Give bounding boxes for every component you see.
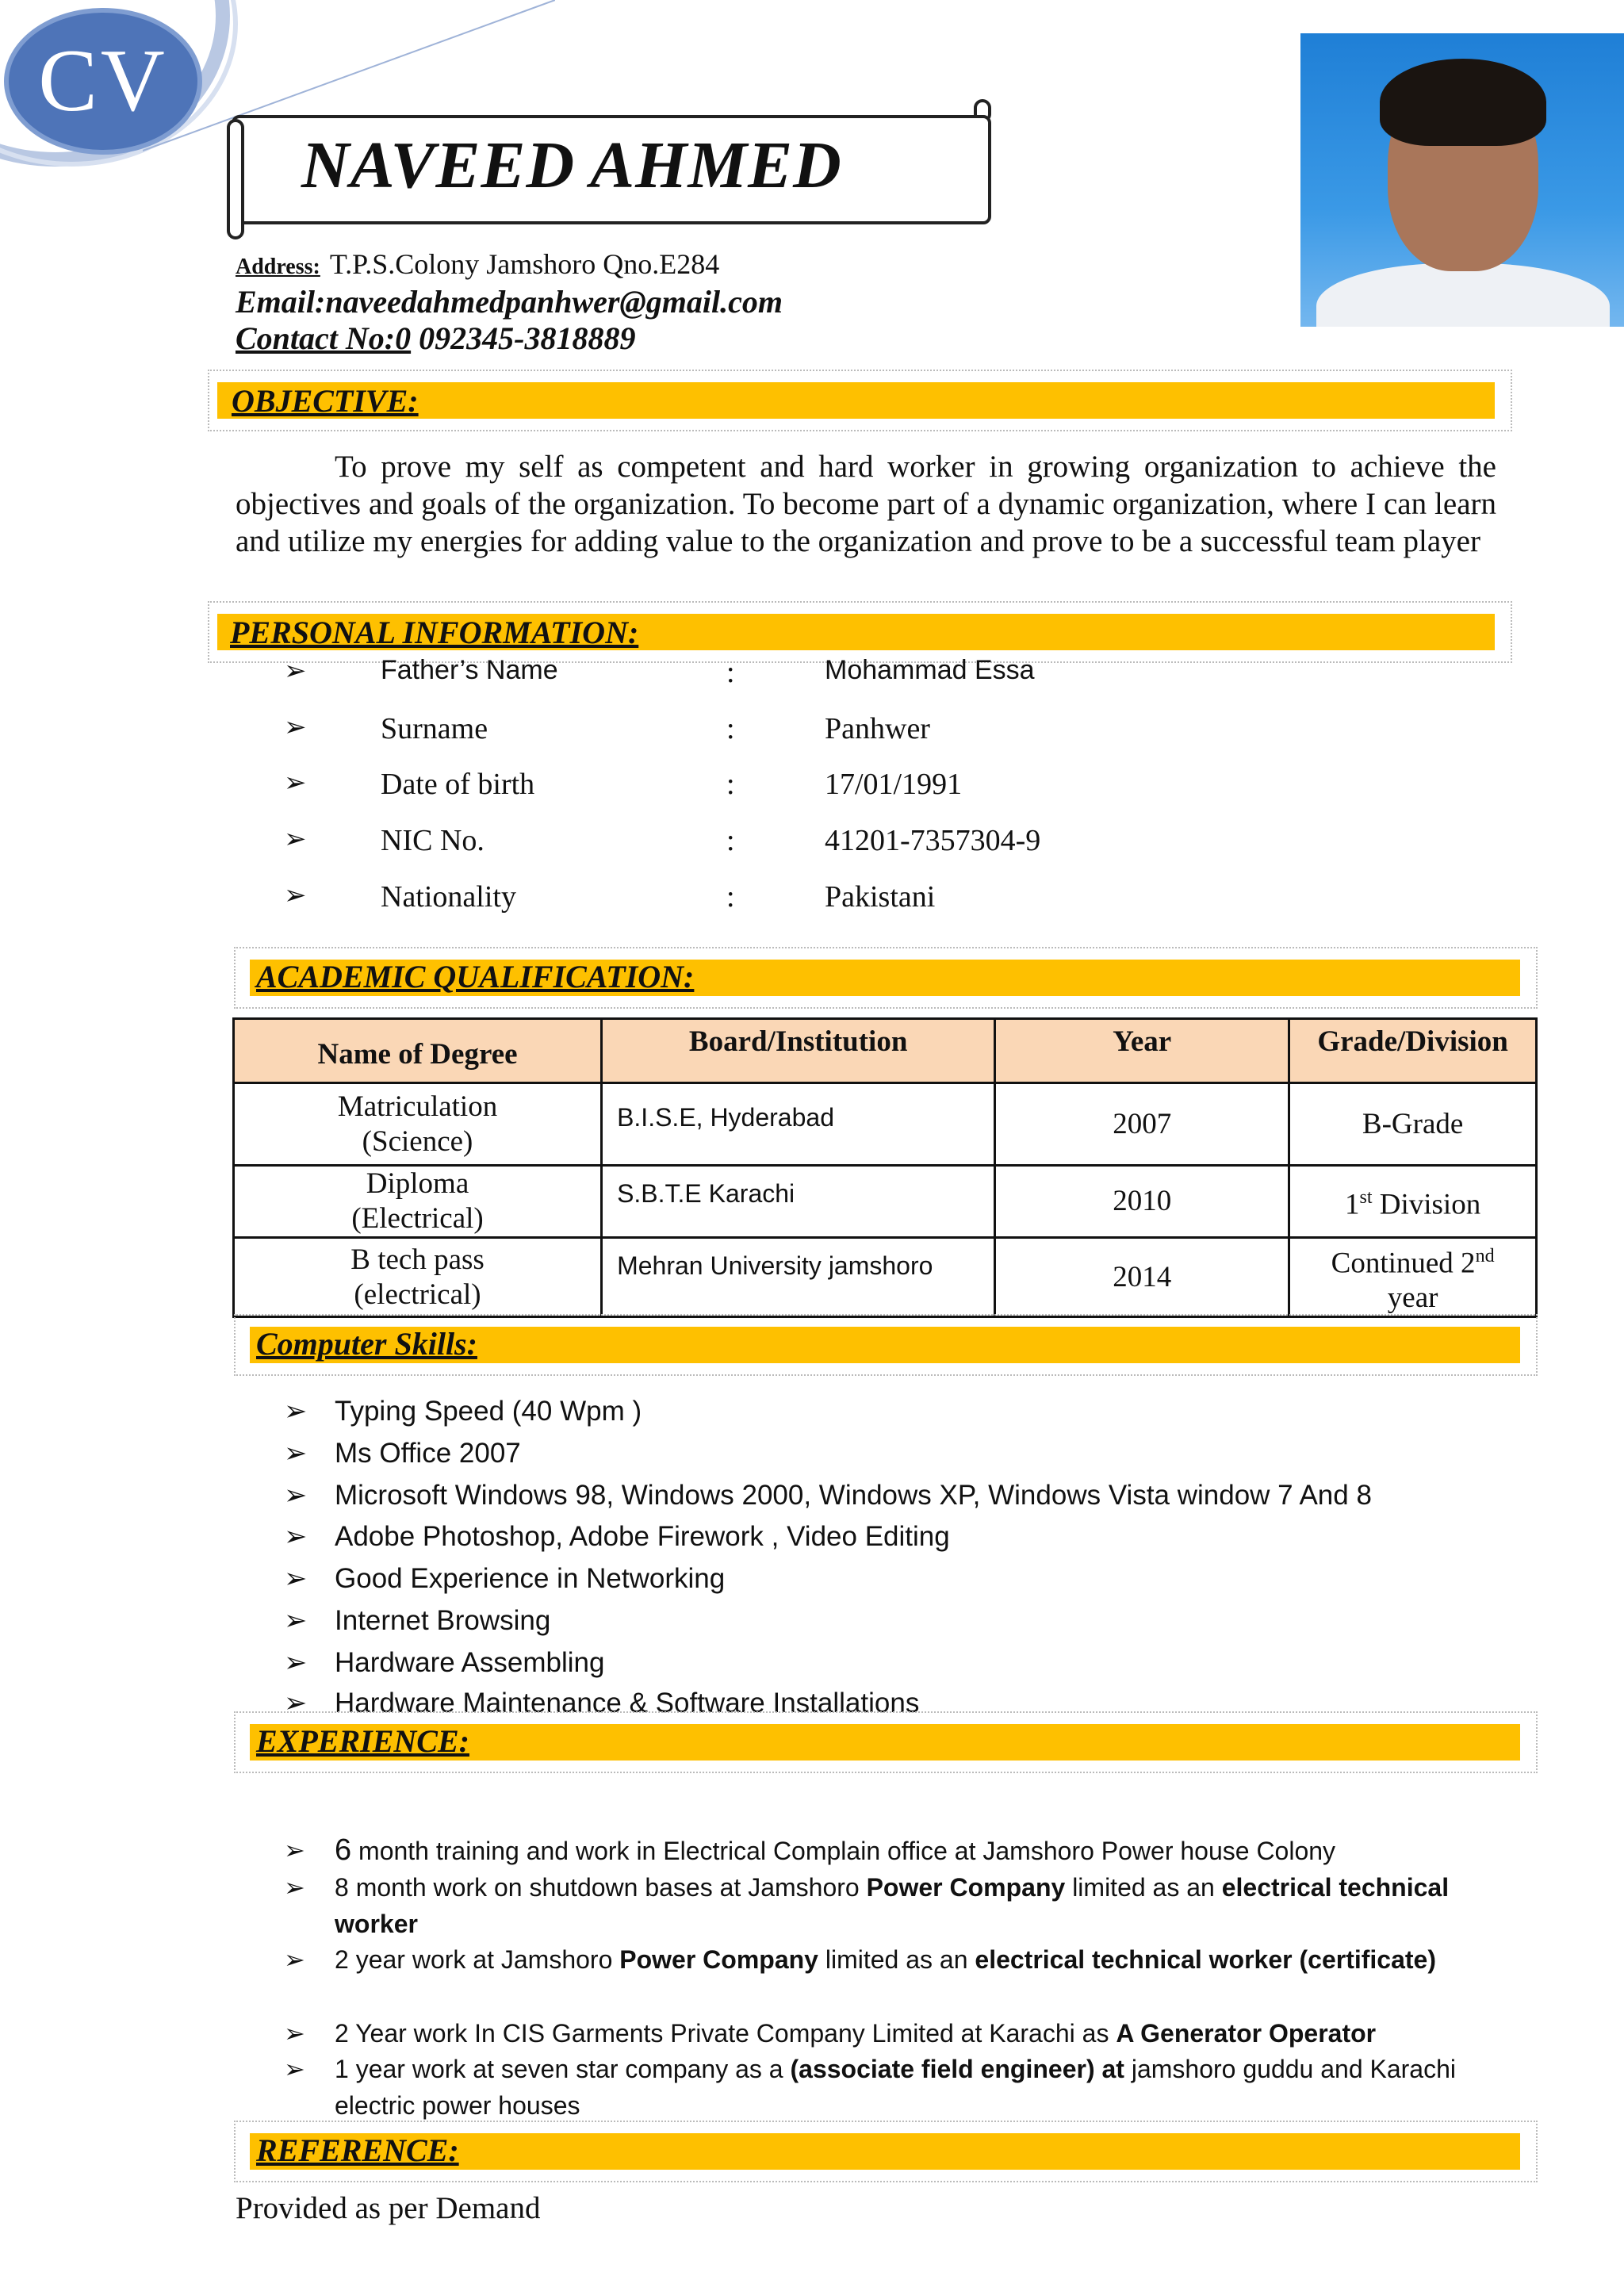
text-part: month training and work in Electrical Complain office at Jamshoro Power house Colony xyxy=(351,1837,1336,1865)
column-header: Year xyxy=(995,1019,1289,1083)
skill-text: Internet Browsing xyxy=(335,1605,551,1636)
grade-text: Division xyxy=(1372,1188,1481,1221)
grade-cell xyxy=(1289,1238,1537,1317)
personal-label: Nationality xyxy=(381,880,516,914)
section-title: PERSONAL INFORMATION: xyxy=(230,615,639,650)
personal-label: Date of birth xyxy=(381,768,535,801)
skill-text: Microsoft Windows 98, Windows 2000, Windows XP, Windows Vista window 7 And 8 xyxy=(335,1480,1372,1511)
arrow-bullet-icon: ➢ xyxy=(284,1396,308,1427)
year-cell: 2010 xyxy=(995,1166,1289,1238)
personal-colon: : xyxy=(726,880,735,914)
personal-label: Father’s Name xyxy=(381,655,558,685)
column-header: Board/Institution xyxy=(602,1019,995,1083)
skill-text: Hardware Maintenance & Software Installations xyxy=(335,1688,920,1715)
clipped-item-wrapper xyxy=(278,1688,1308,1715)
section-experience xyxy=(234,1711,1538,1773)
photo-hair xyxy=(1380,59,1546,146)
section-reference xyxy=(234,2121,1538,2182)
candidate-name: NAVEED AHMED xyxy=(301,128,842,202)
text-part: 2 year work at Jamshoro xyxy=(335,1945,620,1974)
skill-text: Adobe Photoshop, Adobe Firework , Video Editing xyxy=(335,1521,950,1552)
arrow-bullet-icon: ➢ xyxy=(284,1605,308,1637)
address-line xyxy=(236,247,719,281)
profile-photo xyxy=(1300,33,1624,327)
grade-text: 1 xyxy=(1344,1188,1360,1221)
text-part: 8 month work on shutdown bases at Jamshoro xyxy=(335,1873,867,1902)
arrow-bullet-icon: ➢ xyxy=(284,2018,305,2048)
arrow-bullet-icon: ➢ xyxy=(284,767,307,799)
column-header: Grade/Division xyxy=(1289,1019,1537,1083)
arrow-bullet-icon: ➢ xyxy=(284,1521,308,1553)
text-part: jamshoro guddu and Karachi electric power houses xyxy=(335,2055,1456,2120)
grade-cell: B-Grade xyxy=(1289,1083,1537,1166)
arrow-bullet-icon: ➢ xyxy=(284,1688,308,1715)
experience-text xyxy=(335,1869,1477,1942)
section-title: EXPERIENCE: xyxy=(256,1723,469,1759)
section-title: Computer Skills: xyxy=(256,1326,477,1362)
year-cell: 2014 xyxy=(995,1238,1289,1317)
phone-label: Contact No:0 xyxy=(236,320,412,356)
text-part-bold: electrical technical worker (certificate) xyxy=(975,1945,1436,1974)
text-part: limited as an xyxy=(1065,1873,1222,1902)
experience-text xyxy=(335,1941,1477,1978)
skill-text: Typing Speed (40 Wpm ) xyxy=(335,1396,642,1427)
institution-cell: B.I.S.E, Hyderabad xyxy=(602,1083,995,1166)
arrow-bullet-icon: ➢ xyxy=(284,823,307,855)
scroll-roll-left xyxy=(227,119,244,239)
personal-colon: : xyxy=(726,656,735,689)
year-cell: 2007 xyxy=(995,1083,1289,1166)
reference-text: Provided as per Demand xyxy=(236,2191,541,2225)
arrow-bullet-icon: ➢ xyxy=(284,1563,308,1595)
degree-cell xyxy=(234,1238,602,1317)
phone-line xyxy=(236,320,635,357)
address-label: Address: xyxy=(236,255,320,279)
experience-text xyxy=(335,1832,1477,1869)
skill-text: Ms Office 2007 xyxy=(335,1438,521,1469)
arrow-bullet-icon: ➢ xyxy=(284,1835,305,1865)
grade-superscript: st xyxy=(1359,1187,1373,1209)
photo-shirt xyxy=(1316,263,1610,327)
degree-cell xyxy=(234,1083,602,1166)
arrow-bullet-icon: ➢ xyxy=(284,1438,308,1469)
objective-text xyxy=(236,448,1496,560)
institution-cell: Mehran University jamshoro xyxy=(602,1238,995,1317)
text-part: 1 year work at seven star company as a xyxy=(335,2055,791,2083)
experience-text xyxy=(335,2051,1477,2124)
arrow-bullet-icon: ➢ xyxy=(284,1647,308,1679)
objective-body: To prove my self as competent and hard worker in growing organization to achieve the objectives and goals of the organization. To become part of a dynamic organization, where I can learn and utilize my energies for adding value to the organization and prove to be a successful team player xyxy=(236,450,1496,558)
personal-colon: : xyxy=(726,824,735,857)
section-objective xyxy=(208,370,1512,431)
grade-text: year xyxy=(1387,1282,1438,1315)
column-header: Name of Degree xyxy=(234,1019,602,1083)
phone-value: 092345-3818889 xyxy=(411,320,636,356)
personal-value: 41201-7357304-9 xyxy=(825,824,1041,857)
degree-name: Matriculation xyxy=(337,1090,498,1123)
arrow-bullet-icon: ➢ xyxy=(284,711,307,743)
section-personal xyxy=(208,601,1512,663)
grade-cell xyxy=(1289,1166,1537,1238)
personal-colon: : xyxy=(726,768,735,801)
text-part-bold: electrical technical worker xyxy=(335,1873,1450,1938)
skill-text: Hardware Assembling xyxy=(335,1647,605,1678)
section-title: REFERENCE: xyxy=(256,2132,459,2168)
text-part-bold: Power Company xyxy=(866,1873,1066,1902)
personal-label: Surname xyxy=(381,712,488,745)
section-skills xyxy=(234,1314,1538,1376)
experience-text xyxy=(335,2015,1477,2052)
arrow-bullet-icon: ➢ xyxy=(284,1872,305,1902)
section-title: ACADEMIC QUALIFICATION: xyxy=(256,959,695,994)
grade-superscript: nd xyxy=(1475,1246,1495,1266)
section-academic xyxy=(234,947,1538,1009)
arrow-bullet-icon: ➢ xyxy=(284,1944,305,1975)
skill-text: Good Experience in Networking xyxy=(335,1563,726,1594)
degree-field: (Electrical) xyxy=(351,1202,484,1235)
text-part-bold: Power Company xyxy=(619,1945,818,1974)
personal-label: NIC No. xyxy=(381,824,485,857)
degree-name: Diploma xyxy=(366,1167,469,1200)
arrow-bullet-icon: ➢ xyxy=(284,1480,308,1511)
address-value: T.P.S.Colony Jamshoro Qno.E284 xyxy=(329,248,720,280)
degree-field: (electrical) xyxy=(354,1278,481,1311)
degree-name: B tech pass xyxy=(350,1243,485,1276)
degree-cell xyxy=(234,1166,602,1238)
text-part: 6 xyxy=(335,1833,352,1867)
email-line: Email:naveedahmedpanhwer@gmail.com xyxy=(236,284,783,320)
grade-text: Continued 2 xyxy=(1331,1247,1476,1280)
text-part-bold: A Generator Operator xyxy=(1116,2019,1377,2048)
personal-value: Mohammad Essa xyxy=(825,655,1035,685)
personal-value: Pakistani xyxy=(825,880,936,914)
table-header-row xyxy=(234,1019,1537,1083)
text-part-bold: (associate field engineer) at xyxy=(790,2055,1124,2083)
personal-colon: : xyxy=(726,712,735,745)
table-row xyxy=(234,1238,1537,1317)
text-part: 2 Year work In CIS Garments Private Company Limited at Karachi as xyxy=(335,2019,1116,2048)
arrow-bullet-icon: ➢ xyxy=(284,2054,305,2084)
table-row xyxy=(234,1083,1537,1166)
section-title: OBJECTIVE: xyxy=(232,383,419,419)
arrow-bullet-icon: ➢ xyxy=(284,655,307,687)
degree-field: (Science) xyxy=(362,1125,473,1158)
institution-cell: S.B.T.E Karachi xyxy=(602,1166,995,1238)
table-row xyxy=(234,1166,1537,1238)
personal-value: 17/01/1991 xyxy=(825,768,963,801)
personal-value: Panhwer xyxy=(825,712,930,745)
text-part: limited as an xyxy=(818,1945,975,1974)
academic-table xyxy=(232,1017,1538,1318)
arrow-bullet-icon: ➢ xyxy=(284,879,307,911)
cv-logo: CV xyxy=(4,8,202,155)
